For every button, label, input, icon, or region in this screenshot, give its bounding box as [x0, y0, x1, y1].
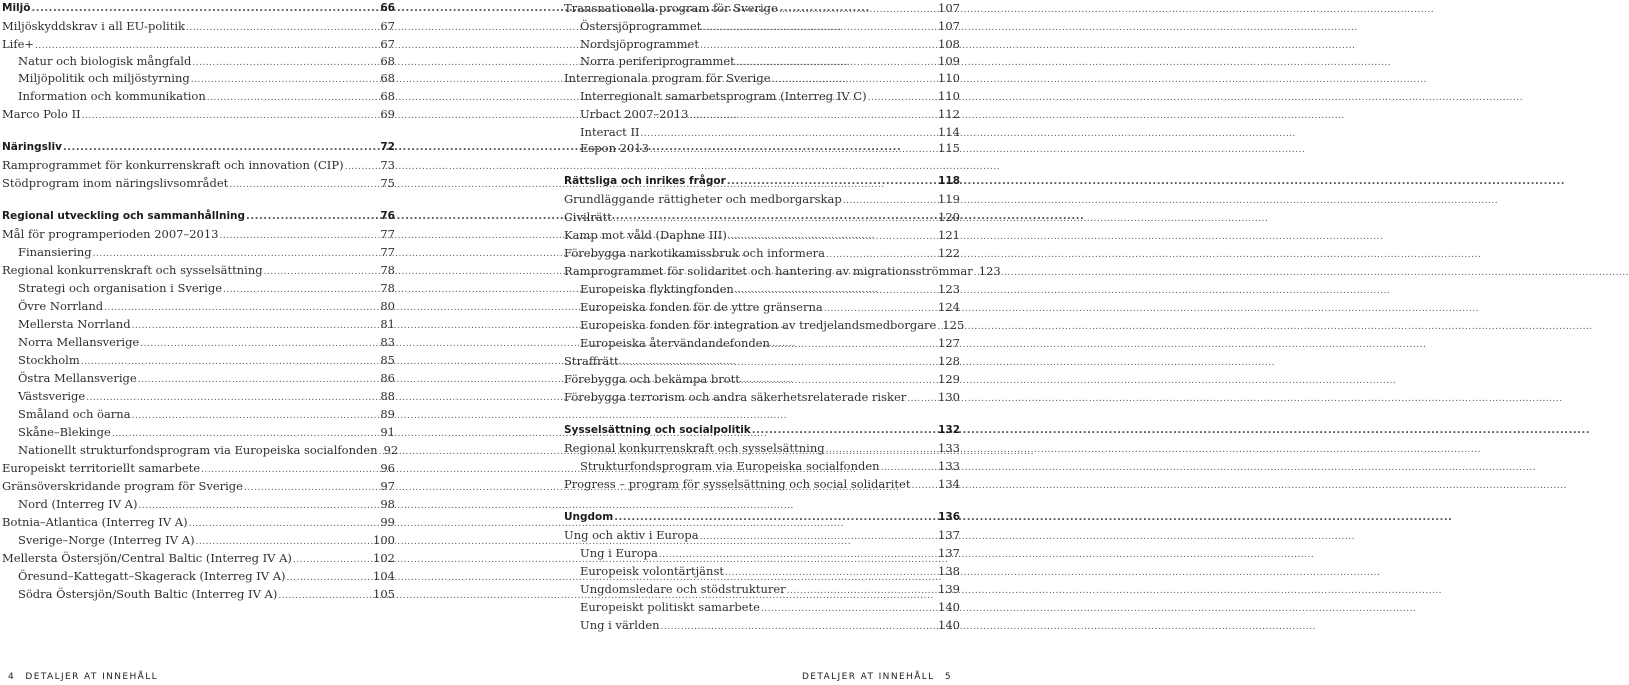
- toc-dot-leader: [735, 283, 937, 299]
- toc-dot-leader: [264, 264, 380, 280]
- toc-entry: [2, 424, 395, 442]
- toc-entry-page: 102: [373, 551, 395, 565]
- toc-entry-page: 127: [938, 336, 960, 350]
- toc-entry-title: Nationellt strukturfondsprogram via Europeiska socialfonden: [18, 443, 378, 457]
- toc-entry-page: 110: [938, 89, 960, 103]
- toc-dot-leader: [63, 140, 379, 156]
- toc-entry-page: 130: [938, 390, 960, 404]
- toc-entry-page: 140: [938, 618, 960, 632]
- toc-entry-title: Europeiska fonden för de yttre gränserna: [580, 300, 823, 314]
- toc-dot-leader: [620, 355, 937, 371]
- toc-section-heading: [564, 422, 960, 439]
- toc-entry-page: 96: [380, 461, 395, 475]
- toc-entry: [564, 209, 960, 227]
- page-number-right: 5: [944, 672, 952, 682]
- page-number-left: 4: [8, 672, 16, 682]
- toc-entry-page: 136: [938, 511, 960, 523]
- toc-entry: [2, 106, 395, 124]
- toc-dot-leader: [112, 426, 380, 442]
- toc-entry-title: Interregionalt samarbetsprogram (Interreg IV C): [580, 89, 867, 103]
- toc-entry: [2, 298, 395, 316]
- toc-dot-leader: [132, 318, 380, 334]
- toc-entry-title: Botnia–Atlantica (Interreg IV A): [2, 515, 188, 529]
- toc-entry-page: 107: [938, 19, 960, 33]
- toc-entry-page: 75: [380, 176, 395, 190]
- footer-right: [802, 672, 958, 682]
- toc-entry: [2, 157, 395, 175]
- toc-entry-page: 118: [938, 175, 960, 187]
- toc-dot-leader: [787, 583, 937, 599]
- toc-entry: [2, 244, 395, 262]
- toc-entry-page: 99: [380, 515, 395, 529]
- toc-dot-leader: [345, 159, 380, 175]
- toc-dot-leader: [31, 1, 379, 17]
- toc-entry-page: 81: [380, 317, 395, 331]
- toc-entry-title: Gränsöverskridande program för Sverige: [2, 479, 243, 493]
- toc-dot-leader: [189, 516, 380, 532]
- toc-entry-title: Europeiskt territoriellt samarbete: [2, 461, 201, 475]
- toc-dot-leader: [700, 38, 937, 54]
- toc-entry: [564, 36, 960, 54]
- toc-entry: [2, 334, 395, 352]
- toc-entry-title: Europeiska återvändandefonden: [580, 336, 770, 350]
- toc-entry-title: Förebygga och bekämpa brott: [564, 372, 740, 386]
- toc-entry-page: 80: [380, 299, 395, 313]
- toc-entry-title: Sysselsättning och socialpolitik: [564, 424, 751, 436]
- toc-section-heading: [2, 139, 395, 156]
- toc-dot-leader: [246, 209, 379, 225]
- toc-entry-page: 72: [380, 141, 395, 153]
- toc-entry-page: 128: [938, 354, 960, 368]
- toc-entry-title: Norra periferiprogrammet: [580, 54, 735, 68]
- toc-entry: [2, 70, 395, 88]
- toc-entry-title: Näringsliv: [2, 141, 62, 153]
- toc-entry: [2, 175, 395, 193]
- toc-dot-leader: [229, 177, 379, 193]
- toc-dot-leader: [974, 265, 978, 281]
- toc-section-heading: [564, 173, 960, 190]
- toc-dot-leader: [379, 444, 383, 460]
- toc-dot-leader: [761, 601, 937, 617]
- toc-entry-title: Information och kommunikation: [18, 89, 206, 103]
- toc-entry-page: 69: [380, 107, 395, 121]
- toc-entry-title: Stockholm: [18, 353, 80, 367]
- toc-entry-title: Förebygga narkotikamissbruk och informera: [564, 246, 825, 260]
- toc-entry-page: 68: [380, 71, 395, 85]
- toc-entry-title: Östersjöprogrammet: [580, 19, 702, 33]
- toc-entry-title: Kamp mot våld (Daphne III): [564, 228, 727, 242]
- footer-label-left: DETALJER AT INNEHÅLL: [25, 672, 159, 682]
- toc-entry-page: 124: [938, 300, 960, 314]
- footer-left: [2, 672, 158, 682]
- toc-entry-title: Natur och biologisk mångfald: [18, 54, 192, 68]
- toc-dot-leader: [771, 337, 937, 353]
- toc-entry: [564, 0, 960, 18]
- footer-label-right: DETALJER AT INNEHÅLL: [801, 672, 935, 682]
- toc-entry: [2, 352, 395, 370]
- toc-entry-page: 123: [938, 282, 960, 296]
- toc-entry-page: 68: [380, 54, 395, 68]
- toc-entry-title: Interregionala program för Sverige: [564, 71, 771, 85]
- toc-dot-leader: [140, 336, 379, 352]
- toc-entry: [2, 568, 395, 586]
- toc-dot-leader: [826, 442, 937, 458]
- toc-dot-leader: [937, 319, 941, 335]
- toc-entry-title: Straffrätt: [564, 354, 619, 368]
- toc-entry-page: 125: [942, 318, 965, 332]
- toc-entry-page: 76: [380, 210, 395, 222]
- toc-entry: [2, 88, 395, 106]
- toc-dot-leader: [192, 55, 379, 71]
- toc-entry: [564, 458, 960, 476]
- toc-entry: [564, 18, 960, 36]
- toc-section-heading: [564, 509, 960, 526]
- toc-entry-title: Finansiering: [18, 245, 92, 259]
- toc-entry-page: 97: [380, 479, 395, 493]
- toc-entry: [2, 460, 395, 478]
- toc-entry-title: Europeiska fonden för integration av tredjelandsmedborgare: [580, 318, 937, 332]
- toc-entry-page: 121: [938, 228, 960, 242]
- toc-dot-leader: [278, 588, 372, 604]
- toc-dot-leader: [868, 90, 937, 106]
- toc-dot-leader: [772, 72, 938, 88]
- toc-entry-page: 120: [938, 210, 960, 224]
- toc-entry-title: Ung i Europa: [580, 546, 658, 560]
- toc-entry-page: 109: [938, 54, 960, 68]
- toc-entry: [564, 53, 960, 71]
- toc-entry-title: Mellersta Östersjön/Central Baltic (Interreg IV A): [2, 551, 292, 565]
- toc-entry-page: 115: [938, 141, 960, 155]
- toc-dot-leader: [659, 547, 937, 563]
- toc-entry: [564, 440, 960, 458]
- toc-entry-page: 68: [380, 89, 395, 103]
- toc-entry-page: 112: [938, 107, 960, 121]
- toc-entry-title: Miljöpolitik och miljöstyrning: [18, 71, 190, 85]
- toc-dot-leader: [191, 72, 380, 88]
- toc-entry: [2, 496, 395, 514]
- toc-entry: [2, 18, 395, 36]
- toc-entry-title: Mellersta Norrland: [18, 317, 131, 331]
- toc-entry-page: 66: [380, 2, 395, 14]
- toc-dot-leader: [727, 174, 937, 190]
- toc-entry-page: 129: [938, 372, 960, 386]
- toc-entry-title: Ung och aktiv i Europa: [564, 528, 699, 542]
- toc-entry-title: Progress – program för sysselsättning och social solidaritet: [564, 477, 911, 491]
- toc-dot-leader: [196, 534, 372, 550]
- toc-entry-page: 138: [938, 564, 960, 578]
- toc-entry-page: 100: [373, 533, 395, 547]
- toc-entry-title: Sverige–Norge (Interreg IV A): [18, 533, 195, 547]
- toc-entry-page: 133: [938, 441, 960, 455]
- toc-entry-title: Ramprogrammet för konkurrenskraft och innovation (CIP): [2, 158, 344, 172]
- toc-entry-page: 133: [938, 459, 960, 473]
- toc-dot-leader: [207, 90, 380, 106]
- toc-entry: [2, 53, 395, 71]
- toc-entry-title: Ungdom: [564, 511, 614, 523]
- toc-entry: [564, 353, 960, 371]
- toc-entry-title: Regional utveckling och sammanhållning: [2, 210, 246, 222]
- toc-entry: [2, 316, 395, 334]
- toc-entry: [2, 280, 395, 298]
- toc-entry-page: 77: [380, 245, 395, 259]
- toc-entry-title: Stödprogram inom näringslivsområdet: [2, 176, 229, 190]
- toc-dot-leader: [81, 354, 380, 370]
- toc-entry: [2, 388, 395, 406]
- toc-dot-leader: [293, 552, 372, 568]
- toc-entry-title: Europeisk volontärtjänst: [580, 564, 724, 578]
- toc-dot-leader: [35, 38, 379, 54]
- toc-dot-leader: [725, 565, 937, 581]
- toc-entry: [564, 389, 960, 407]
- toc-entry-page: 119: [938, 192, 960, 206]
- toc-entry-page: 67: [380, 19, 395, 33]
- toc-entry: [564, 476, 960, 494]
- toc-dot-leader: [138, 372, 380, 388]
- toc-entry-title: Förebygga terrorism och andra säkerhetsrelaterade risker: [564, 390, 907, 404]
- toc-entry: [564, 191, 960, 209]
- toc-dot-leader: [287, 570, 373, 586]
- toc-entry-title: Interact II: [580, 125, 640, 139]
- toc-entry-title: Nordsjöprogrammet: [580, 37, 699, 51]
- toc-dot-leader: [104, 300, 379, 316]
- toc-dot-leader: [82, 108, 380, 124]
- toc-entry-page: 139: [938, 582, 960, 596]
- toc-entry-title: Transnationella program för Sverige: [564, 1, 778, 15]
- toc-entry-title: Miljö: [2, 2, 31, 14]
- toc-entry-title: Nord (Interreg IV A): [18, 497, 138, 511]
- toc-entry-page: 83: [380, 335, 395, 349]
- toc-entry: [2, 532, 395, 550]
- toc-entry-title: Skåne–Blekinge: [18, 425, 111, 439]
- toc-dot-leader: [219, 228, 379, 244]
- toc-entry: [2, 550, 395, 568]
- toc-entry: [2, 36, 395, 54]
- toc-dot-leader: [223, 282, 379, 298]
- toc-dot-leader: [824, 301, 937, 317]
- toc-entry-title: Södra Östersjön/South Baltic (Interreg IV A): [18, 587, 278, 601]
- toc-entry-page: 92: [383, 443, 399, 457]
- toc-entry: [564, 70, 960, 88]
- toc-entry-title: Ung i världen: [580, 618, 660, 632]
- toc-entry-title: Strukturfondsprogram via Europeiska socialfonden: [580, 459, 880, 473]
- toc-entry: [564, 617, 960, 635]
- toc-dot-leader: [689, 108, 937, 124]
- toc-dot-leader: [661, 619, 937, 635]
- toc-section-heading: [2, 0, 395, 17]
- toc-entry-title: Europeiska flyktingfonden: [580, 282, 734, 296]
- toc-entry: [2, 262, 395, 280]
- toc-entry: [564, 581, 960, 599]
- toc-entry-page: 140: [938, 600, 960, 614]
- toc-section-heading: [2, 208, 395, 225]
- toc-dot-leader: [613, 211, 937, 227]
- toc-entry-page: 104: [373, 569, 395, 583]
- toc-entry: [2, 226, 395, 244]
- toc-entry-title: Grundläggande rättigheter och medborgarskap: [564, 192, 842, 206]
- toc-entry: [564, 140, 960, 158]
- toc-entry: [2, 442, 399, 460]
- toc-entry-page: 137: [938, 546, 960, 560]
- toc-dot-leader: [650, 142, 937, 158]
- toc-entry-title: Småland och öarna: [18, 407, 131, 421]
- toc-entry-page: 134: [938, 477, 960, 491]
- toc-entry-page: 88: [380, 389, 395, 403]
- toc-dot-leader: [138, 498, 379, 514]
- toc-entry: [564, 227, 960, 245]
- toc-entry: [564, 527, 960, 545]
- toc-entry-page: 78: [380, 281, 395, 295]
- toc-entry-title: Miljöskyddskrav i all EU-politik: [2, 19, 185, 33]
- toc-entry: [564, 371, 960, 389]
- toc-entry-title: Urbact 2007–2013: [580, 107, 689, 121]
- toc-entry-title: Mål för programperioden 2007–2013: [2, 227, 219, 241]
- toc-entry: [564, 335, 960, 353]
- toc-entry-title: Regional konkurrenskraft och sysselsättning: [2, 263, 263, 277]
- toc-entry-title: Öresund–Kattegatt–Skagerack (Interreg IV A): [18, 569, 286, 583]
- toc-entry-title: Europeiskt politiskt samarbete: [580, 600, 760, 614]
- toc-entry: [564, 317, 965, 335]
- toc-entry-page: 132: [938, 424, 960, 436]
- toc-dot-leader: [93, 246, 380, 262]
- toc-dot-leader: [132, 408, 380, 424]
- toc-entry: [2, 586, 395, 604]
- toc-entry: [564, 545, 960, 563]
- toc-dot-leader: [881, 460, 937, 476]
- toc-entry-page: 123: [978, 264, 1001, 278]
- toc-entry-page: 114: [938, 125, 960, 139]
- toc-entry: [564, 599, 960, 617]
- toc-entry-title: Civilrätt: [564, 210, 612, 224]
- toc-dot-leader: [741, 373, 937, 389]
- toc-entry-page: 91: [380, 425, 395, 439]
- toc-entry-title: Rättsliga och inrikes frågor: [564, 175, 726, 187]
- toc-entry-title: Övre Norrland: [18, 299, 104, 313]
- toc-dot-leader: [201, 462, 379, 478]
- toc-entry-page: 77: [380, 227, 395, 241]
- toc-entry-title: Espon 2013: [580, 141, 649, 155]
- toc-entry-page: 105: [373, 587, 395, 601]
- toc-entry-page: 67: [380, 37, 395, 51]
- toc-entry-title: Östra Mellansverige: [18, 371, 137, 385]
- toc-entry: [564, 245, 960, 263]
- toc-dot-leader: [700, 529, 937, 545]
- toc-dot-leader: [843, 193, 937, 209]
- toc-entry: [2, 370, 395, 388]
- toc-entry: [564, 281, 960, 299]
- toc-dot-leader: [911, 478, 937, 494]
- toc-entry-page: 98: [380, 497, 395, 511]
- toc-entry-page: 86: [380, 371, 395, 385]
- toc-entry-title: Marco Polo II: [2, 107, 81, 121]
- toc-entry: [2, 514, 395, 532]
- toc-entry-title: Strategi och organisation i Sverige: [18, 281, 223, 295]
- toc-entry: [564, 106, 960, 124]
- toc-entry: [2, 406, 395, 424]
- toc-dot-leader: [736, 55, 937, 71]
- toc-entry-title: Life+: [2, 37, 35, 51]
- toc-entry: [564, 299, 960, 317]
- toc-entry-page: 107: [938, 1, 960, 15]
- toc-entry-title: Ramprogrammet för solidaritet och hantering av migrationsströmmar: [564, 264, 973, 278]
- toc-entry-page: 85: [380, 353, 395, 367]
- toc-dot-leader: [752, 423, 937, 439]
- toc-dot-leader: [779, 2, 937, 18]
- toc-entry: [564, 563, 960, 581]
- toc-entry-page: 78: [380, 263, 395, 277]
- toc-dot-leader: [826, 247, 937, 263]
- toc-entry-title: Ungdomsledare och stödstrukturer: [580, 582, 786, 596]
- toc-dot-leader: [614, 510, 937, 526]
- toc-dot-leader: [86, 390, 379, 406]
- toc-entry-page: 108: [938, 37, 960, 51]
- toc-entry-page: 122: [938, 246, 960, 260]
- toc-dot-leader: [907, 391, 937, 407]
- toc-dot-leader: [702, 20, 937, 36]
- toc-entry-page: 137: [938, 528, 960, 542]
- toc-entry-page: 110: [938, 71, 960, 85]
- toc-entry-page: 89: [380, 407, 395, 421]
- toc-entry-title: Regional konkurrenskraft och sysselsättning: [564, 441, 825, 455]
- toc-dot-leader: [728, 229, 937, 245]
- toc-entry: [564, 88, 960, 106]
- toc-dot-leader: [186, 20, 379, 36]
- toc-entry-page: 73: [380, 158, 395, 172]
- toc-dot-leader: [244, 480, 379, 496]
- toc-entry-title: Norra Mellansverige: [18, 335, 140, 349]
- toc-entry: [564, 263, 1001, 281]
- toc-entry-title: Västsverige: [18, 389, 86, 403]
- toc-entry: [2, 478, 395, 496]
